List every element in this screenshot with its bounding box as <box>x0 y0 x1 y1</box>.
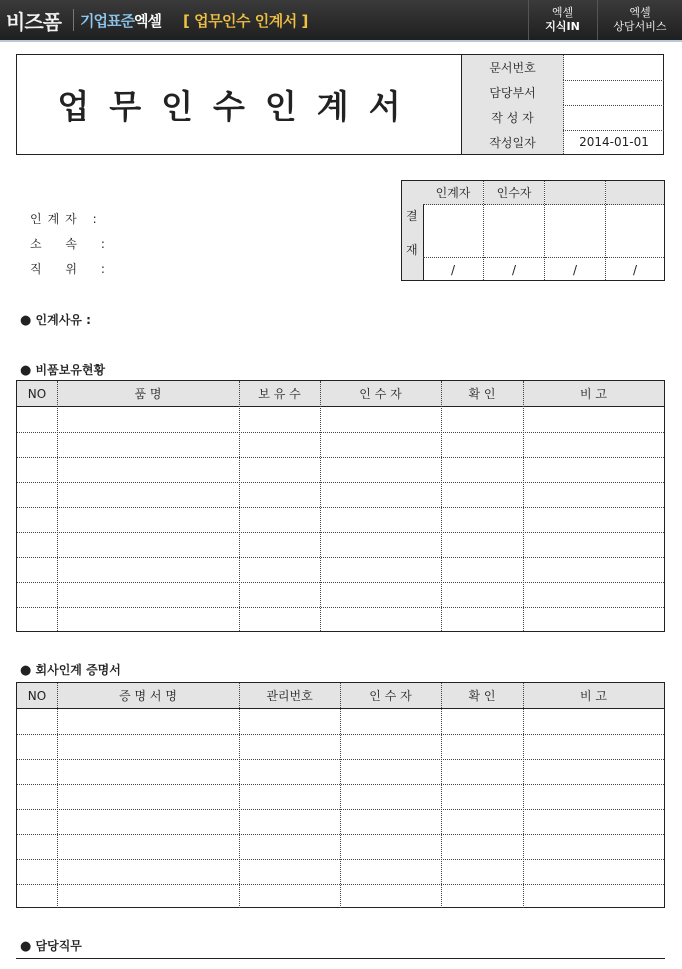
section-duties-label: 담당직무 <box>35 939 82 953</box>
meta-table <box>461 55 664 154</box>
excel-consult-line2: 상담서비스 <box>613 20 667 33</box>
excel-knowledge-line2: 지식IN <box>545 20 580 33</box>
brand-title[interactable] <box>80 10 161 31</box>
col-header-receiver: 인 수 자 <box>359 387 402 401</box>
col-header-no: NO <box>27 688 47 703</box>
certs-table-row[interactable] <box>17 784 664 810</box>
certs-table-row[interactable] <box>17 859 664 885</box>
author-value[interactable] <box>564 105 664 130</box>
meta-row-dept <box>462 80 664 105</box>
excel-consult-line1: 엑셀 <box>629 6 651 19</box>
approval-box <box>401 180 665 281</box>
section-reason <box>20 311 91 328</box>
approval-col-transferor[interactable] <box>423 181 484 280</box>
doc-no-label: 문서번호 <box>462 55 564 80</box>
approval-side-bottom: 재 <box>406 243 418 257</box>
col-header-item-name: 품 명 <box>134 387 162 401</box>
brand-prefix: 기업표준 <box>80 12 134 30</box>
col-header-confirm: 확 인 <box>468 689 496 703</box>
approval-side-label <box>402 181 424 280</box>
bullet-icon: ● <box>20 663 32 678</box>
bullet-icon: ● <box>20 313 32 328</box>
excel-consult-button[interactable] <box>597 0 682 40</box>
section-supplies <box>20 361 105 378</box>
logo-divider <box>73 9 74 31</box>
date-label: 작성일자 <box>462 130 564 154</box>
transferor-name-label: 인계자 : <box>30 212 103 226</box>
meta-row-doc-no <box>462 55 664 80</box>
col-header-no: NO <box>27 386 47 401</box>
certs-table-row[interactable] <box>17 809 664 835</box>
section-certs-label: 회사인계 증명서 <box>35 663 121 677</box>
transferor-dept-label: 소 속 : <box>30 237 115 251</box>
duties-table-top <box>16 958 665 969</box>
document-tag: [ 업무인수 인계서 ] <box>183 12 308 30</box>
top-header-bar <box>0 0 682 42</box>
brand-suffix: 엑셀 <box>133 12 161 30</box>
bullet-icon: ● <box>20 939 32 954</box>
bizform-logo[interactable]: 비즈폼 <box>6 10 61 34</box>
bullet-icon: ● <box>20 363 32 378</box>
excel-knowledge-button[interactable] <box>528 0 596 40</box>
approval-date: / <box>423 257 483 281</box>
doc-no-value[interactable] <box>564 55 664 80</box>
certs-table-row[interactable] <box>17 734 664 760</box>
document-title: 업무인수인계서 <box>57 87 421 126</box>
col-header-confirm: 확 인 <box>468 387 496 401</box>
author-label: 작 성 자 <box>462 105 564 130</box>
date-value[interactable]: 2014-01-01 <box>579 135 649 149</box>
supplies-table <box>16 380 665 632</box>
approval-side-top: 결 <box>406 209 418 223</box>
supplies-table-row[interactable] <box>17 532 664 558</box>
certs-table-row[interactable] <box>17 709 664 734</box>
supplies-table-row[interactable] <box>17 557 664 583</box>
certs-table-row[interactable] <box>17 834 664 860</box>
section-reason-label: 인계사유 : <box>35 313 91 327</box>
col-header-receiver: 인 수 자 <box>369 689 412 703</box>
col-header-cert-name: 증 명 서 명 <box>119 689 177 703</box>
section-duties <box>20 937 82 954</box>
approval-col-head <box>545 181 605 205</box>
supplies-table-row[interactable] <box>17 582 664 608</box>
approval-date: / <box>545 257 605 281</box>
supplies-table-row[interactable] <box>17 607 664 633</box>
section-certs <box>20 661 121 678</box>
supplies-table-row[interactable] <box>17 457 664 483</box>
approval-col-receiver[interactable] <box>484 181 545 280</box>
excel-knowledge-line1: 엑셀 <box>551 6 574 19</box>
col-header-remarks: 비 고 <box>580 387 607 401</box>
col-header-mgmt-no: 관리번호 <box>266 689 313 703</box>
col-header-quantity: 보 유 수 <box>258 387 301 401</box>
approval-date: / <box>484 257 544 281</box>
approval-col-head: 인수자 <box>484 181 544 205</box>
approval-col-head: 인계자 <box>423 181 483 205</box>
approval-col-3[interactable] <box>545 181 606 280</box>
approval-col-4[interactable] <box>606 181 664 280</box>
certs-table <box>16 682 665 908</box>
supplies-table-row[interactable] <box>17 482 664 508</box>
col-header-remarks: 비 고 <box>580 689 607 703</box>
certs-table-row[interactable] <box>17 884 664 910</box>
dept-value[interactable] <box>564 80 664 105</box>
meta-row-date <box>462 130 664 154</box>
section-supplies-label: 비품보유현황 <box>35 363 106 377</box>
supplies-table-row[interactable] <box>17 407 664 432</box>
supplies-table-header <box>17 381 664 407</box>
supplies-table-row[interactable] <box>17 507 664 533</box>
title-box <box>16 54 664 155</box>
transferor-position-label: 직 위 : <box>30 262 115 276</box>
meta-row-author <box>462 105 664 130</box>
supplies-table-row[interactable] <box>17 432 664 458</box>
approval-col-head <box>606 181 664 205</box>
dept-label: 담당부서 <box>462 80 564 105</box>
approval-date: / <box>606 257 664 281</box>
certs-table-row[interactable] <box>17 759 664 785</box>
